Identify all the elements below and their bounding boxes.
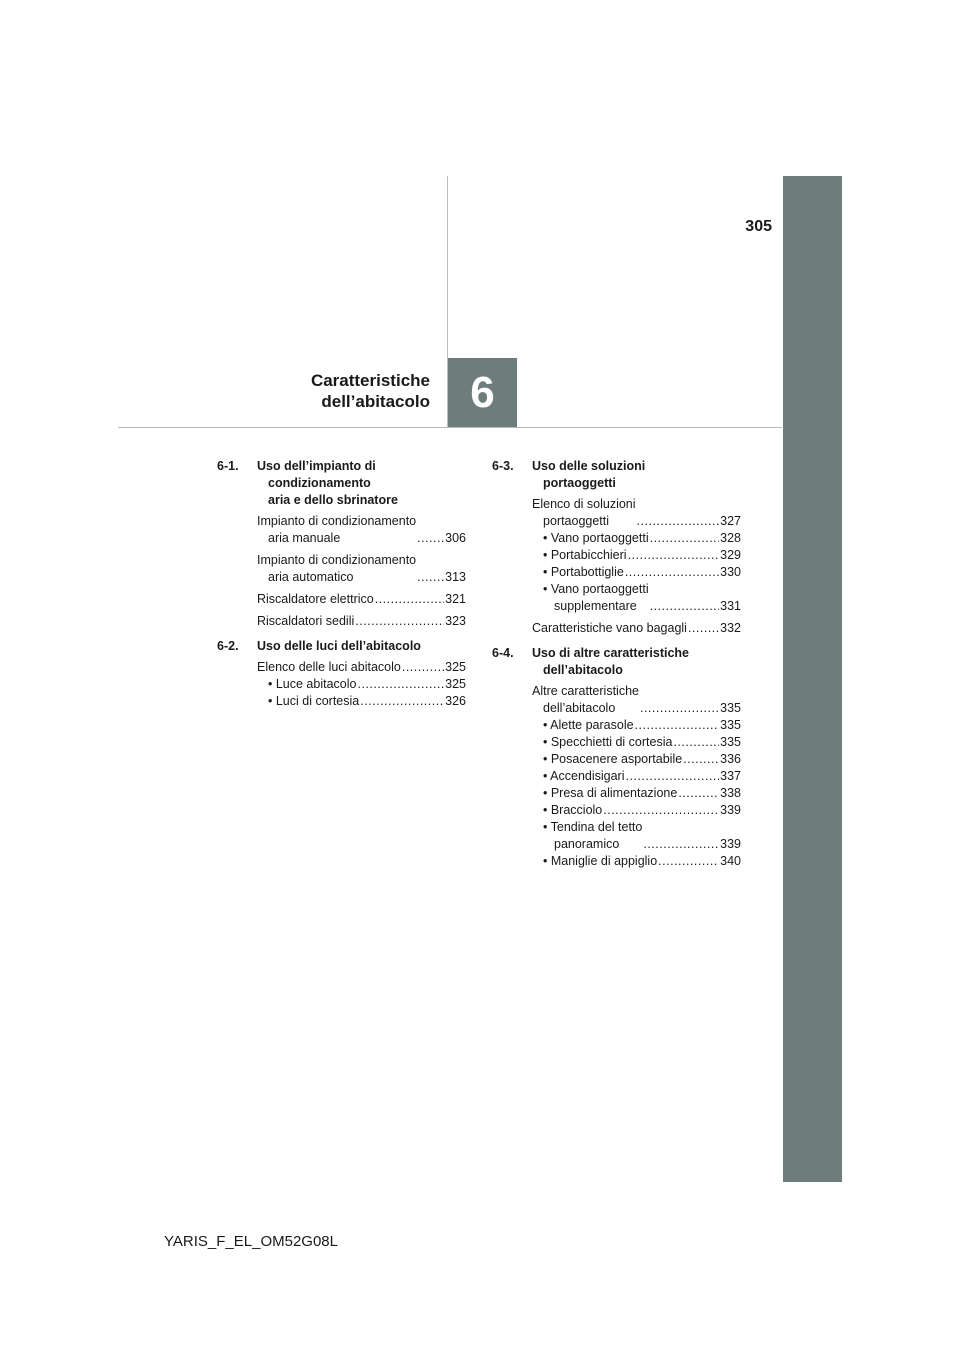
section-heading[interactable]	[492, 645, 741, 679]
section-title-line: condizionamento	[268, 476, 371, 490]
dot-leader	[360, 693, 444, 710]
dot-leader	[355, 613, 444, 630]
entry-page-number: 330	[720, 565, 741, 579]
entry-page-number: 335	[720, 718, 741, 732]
dot-leader	[635, 717, 720, 734]
entry-label	[532, 620, 687, 637]
entry-page-number: 313	[445, 570, 466, 584]
toc-section	[217, 638, 466, 710]
section-heading[interactable]	[217, 638, 466, 655]
chapter-title-line: Caratteristiche	[310, 371, 430, 390]
toc-entry[interactable]	[532, 819, 741, 853]
entry-label-line: • Luce abitacolo	[268, 677, 357, 691]
entry-page-number: 327	[720, 514, 741, 528]
toc-entry[interactable]	[257, 659, 466, 676]
section-heading[interactable]	[217, 458, 466, 509]
toc-entry[interactable]	[532, 734, 741, 751]
toc-entry[interactable]	[532, 751, 741, 768]
entry-page-number: 331	[720, 599, 741, 613]
toc-entry[interactable]	[257, 693, 466, 710]
toc-section	[492, 645, 741, 870]
toc-column-left	[217, 458, 466, 718]
entry-label-line: • Alette parasole	[543, 718, 634, 732]
section-title-line: aria e dello sbrinatore	[268, 493, 398, 507]
page-number: 305	[745, 218, 772, 235]
section-title-line: portaoggetti	[543, 476, 616, 490]
entry-page-number: 321	[445, 592, 466, 606]
entry-label-line: aria manuale	[268, 531, 341, 545]
section-number: 6-4.	[492, 646, 514, 660]
entry-page-number: 338	[720, 786, 741, 800]
dot-leader	[417, 530, 444, 547]
entry-page-number: 325	[445, 660, 466, 674]
section-title	[257, 638, 421, 655]
entry-label-line: • Presa di alimentazione	[543, 786, 678, 800]
entry-label-line: • Vano portaoggetti	[543, 531, 649, 545]
entry-label-line: • Posacenere asportabile	[543, 752, 683, 766]
entry-label-line: • Bracciolo	[543, 803, 603, 817]
entry-page-number: 339	[720, 803, 741, 817]
section-entries	[217, 659, 466, 710]
entry-label	[257, 693, 359, 710]
dot-leader	[650, 530, 720, 547]
entry-page-number: 335	[720, 735, 741, 749]
chapter-title-line: dell’abitacolo	[321, 392, 430, 411]
chapter-title	[230, 370, 430, 412]
entry-label-line: Altre caratteristiche	[532, 684, 639, 698]
entry-label-line: dell’abitacolo	[543, 701, 616, 715]
dot-leader	[626, 768, 720, 785]
section-title	[532, 645, 689, 679]
section-title-line: Uso dell’impianto di	[257, 459, 376, 473]
entry-label-line: • Accendisigari	[543, 769, 625, 783]
section-number: 6-1.	[217, 459, 239, 473]
section-title-line: Uso delle soluzioni	[532, 459, 646, 473]
toc-entry[interactable]	[532, 564, 741, 581]
dot-leader	[357, 676, 444, 693]
section-heading[interactable]	[492, 458, 741, 492]
chapter-side-tab	[783, 176, 842, 1182]
entry-page-number: 336	[720, 752, 741, 766]
entry-label	[532, 751, 682, 768]
header-horizontal-rule	[118, 427, 782, 428]
entry-page-number: 323	[445, 614, 466, 628]
entry-page-number: 326	[445, 694, 466, 708]
toc-entry[interactable]	[257, 513, 466, 547]
entry-label-line: panoramico	[554, 837, 620, 851]
entry-label	[532, 785, 677, 802]
entry-label	[532, 734, 672, 751]
entry-label	[532, 547, 627, 564]
section-title-line: Uso di altre caratteristiche	[532, 646, 690, 660]
entry-label	[532, 802, 602, 819]
entry-label-line: Riscaldatore elettrico	[257, 592, 374, 606]
toc-entry[interactable]	[257, 613, 466, 630]
entry-label-line: aria automatico	[268, 570, 354, 584]
section-title	[257, 458, 398, 509]
entry-label-line: Elenco di soluzioni	[532, 497, 636, 511]
entry-label	[257, 591, 374, 608]
entry-label-line: portaoggetti	[543, 514, 610, 528]
toc-entry[interactable]	[257, 676, 466, 693]
chapter-number-box: 6	[448, 358, 517, 427]
section-entries	[217, 513, 466, 630]
section-number: 6-3.	[492, 459, 514, 473]
entry-label	[532, 819, 642, 853]
entry-page-number: 339	[720, 837, 741, 851]
entry-label	[532, 717, 634, 734]
dot-leader	[650, 598, 720, 615]
dot-leader	[375, 591, 444, 608]
dot-leader	[417, 569, 444, 586]
toc-entry[interactable]	[532, 768, 741, 785]
entry-label-line: • Tendina del tetto	[543, 820, 643, 834]
section-title	[532, 458, 645, 492]
toc-column-right	[492, 458, 741, 878]
entry-label-line: Elenco delle luci abitacolo	[257, 660, 401, 674]
entry-label	[532, 768, 625, 785]
section-title-line: Uso delle luci dell’abitacolo	[257, 639, 421, 653]
dot-leader	[678, 785, 719, 802]
entry-page-number: 340	[720, 854, 741, 868]
toc-entry[interactable]	[257, 591, 466, 608]
dot-leader	[637, 513, 720, 530]
toc-section	[492, 458, 741, 637]
toc-entry[interactable]	[532, 620, 741, 637]
dot-leader	[625, 564, 719, 581]
entry-label	[532, 564, 624, 581]
dot-leader	[688, 620, 719, 637]
entry-label-line: • Maniglie di appiglio	[543, 854, 658, 868]
section-entries	[492, 496, 741, 637]
toc-entry[interactable]	[532, 547, 741, 564]
toc-entry[interactable]	[532, 530, 741, 547]
entry-page-number: 335	[720, 701, 741, 715]
entry-page-number: 325	[445, 677, 466, 691]
entry-label	[532, 853, 657, 870]
dot-leader	[640, 700, 719, 717]
entry-label	[532, 496, 636, 530]
entry-label-line: • Portabicchieri	[543, 548, 627, 562]
entry-label-line: Caratteristiche vano bagagli	[532, 621, 687, 635]
dot-leader	[402, 659, 444, 676]
toc-entry[interactable]	[532, 853, 741, 870]
document-code: YARIS_F_EL_OM52G08L	[164, 1233, 338, 1250]
entry-label-line: • Luci di cortesia	[268, 694, 360, 708]
dot-leader	[628, 547, 720, 564]
entry-label-line: Impianto di condizionamento	[257, 553, 417, 567]
entry-label-line: Impianto di condizionamento	[257, 514, 417, 528]
entry-label	[532, 683, 639, 717]
toc-entry[interactable]	[257, 552, 466, 586]
entry-page-number: 328	[720, 531, 741, 545]
section-number: 6-2.	[217, 639, 239, 653]
entry-label-line: • Vano portaoggetti	[543, 582, 649, 596]
entry-label-line: Riscaldatori sedili	[257, 614, 355, 628]
dot-leader	[643, 836, 719, 853]
entry-page-number: 337	[720, 769, 741, 783]
dot-leader	[673, 734, 719, 751]
entry-label	[532, 530, 649, 547]
entry-page-number: 306	[445, 531, 466, 545]
entry-label	[257, 659, 401, 676]
toc-entry[interactable]	[532, 496, 741, 530]
toc-entry[interactable]	[532, 717, 741, 734]
entry-label-line: • Portabottiglie	[543, 565, 624, 579]
toc-entry[interactable]	[532, 683, 741, 717]
entry-label-line: • Specchietti di cortesia	[543, 735, 673, 749]
dot-leader	[658, 853, 719, 870]
section-entries	[492, 683, 741, 870]
toc-entry[interactable]	[532, 581, 741, 615]
toc-section	[217, 458, 466, 630]
toc-entry[interactable]	[532, 785, 741, 802]
entry-label	[257, 552, 416, 586]
entry-label	[257, 676, 356, 693]
entry-label	[532, 581, 649, 615]
entry-page-number: 332	[720, 621, 741, 635]
toc-entry[interactable]	[532, 802, 741, 819]
entry-label	[257, 513, 416, 547]
entry-label	[257, 613, 354, 630]
dot-leader	[683, 751, 719, 768]
dot-leader	[603, 802, 719, 819]
section-title-line: dell’abitacolo	[543, 663, 623, 677]
entry-label-line: supplementare	[554, 599, 637, 613]
entry-page-number: 329	[720, 548, 741, 562]
